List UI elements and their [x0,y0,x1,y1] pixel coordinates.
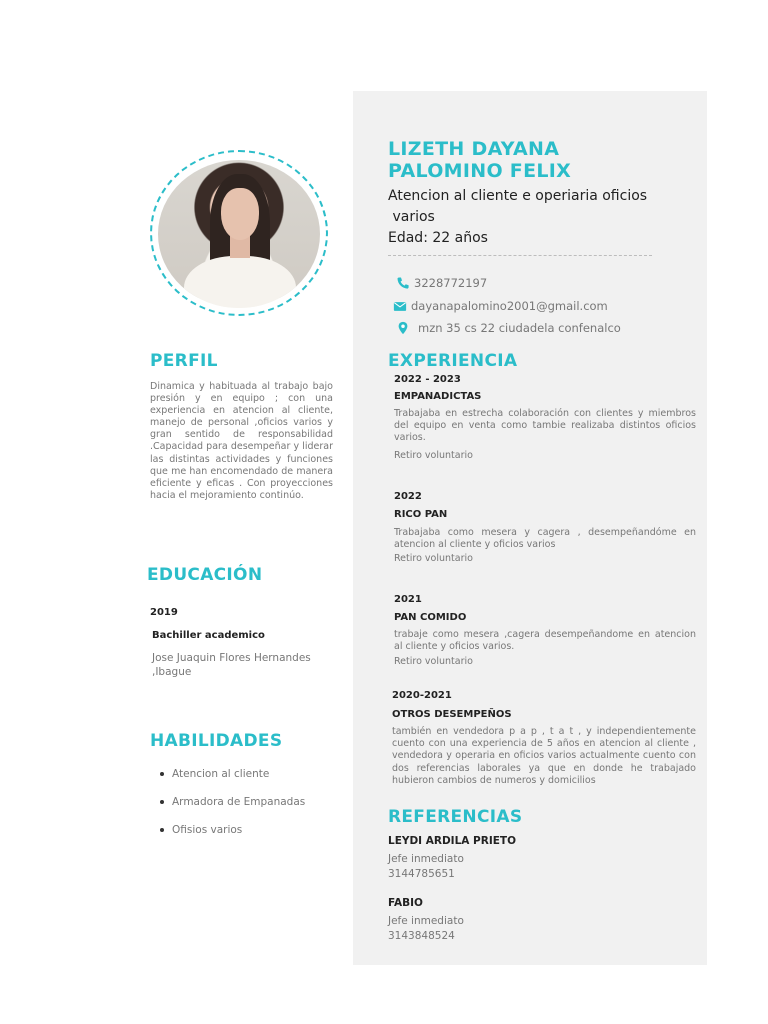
candidate-role [388,186,688,228]
education-school-line2: ,Ibague [152,666,192,678]
skill-item [158,824,305,852]
perfil-title: PERFIL [150,351,218,371]
education-year: 2019 [150,607,178,618]
reference-name: LEYDI ARDILA PRIETO [388,835,516,847]
phone-text: 3228772197 [414,276,488,290]
bullet-icon [160,828,164,832]
reference-name: FABIO [388,897,423,909]
bullet-icon [160,772,164,776]
reference-phone: 3144785651 [388,868,455,880]
education-school [152,651,322,679]
skills-title: HABILIDADES [150,731,283,751]
bullet-icon [160,800,164,804]
experience-description: Trabajaba en estrecha colaboración con clientes y miembros del equipo en venta como tambie realizaba distintos oficios varios. [394,408,696,444]
experience-years: 2021 [394,594,422,605]
experience-years: 2020-2021 [392,690,452,701]
reference-role: Jefe inmediato [388,853,464,865]
experience-description: trabaje como mesera ,cagera desempeñandome en atencion al cliente y oficios varios. [394,629,696,653]
phone-icon [396,276,410,290]
skill-item [158,796,305,824]
candidate-name [388,138,571,182]
photo-shirt [184,256,296,308]
experience-exit: Retiro voluntario [394,450,473,461]
photo-face [221,188,259,240]
header-divider [388,255,652,256]
education-school-line1: Jose Juaquin Flores Hernandes [152,652,311,664]
perfil-text: Dinamica y habituada al trabajo bajo presión y en equipo ; con una experiencia en atencion al cliente, manejo de personal ,oficios varios y gran sentido de responsabilidad .Capacidad para desempeñar y liderar las distintas actividades y funciones que me han encomendado de manera eficiente y eficas . Con proyecciones hacia el mejoramiento continúo. [150,381,333,501]
experience-company: OTROS DESEMPEÑOS [392,709,512,720]
experience-years: 2022 [394,491,422,502]
name-line2: PALOMINO FELIX [388,160,572,182]
candidate-age: Edad: 22 años [388,230,488,246]
experience-title: EXPERIENCIA [388,351,518,371]
skill-label: Atencion al cliente [172,768,270,780]
address-text: mzn 35 cs 22 ciudadela confenalco [418,321,621,335]
location-pin-icon [396,321,410,335]
skill-item [158,768,305,796]
skill-label: Ofisios varios [172,824,243,836]
education-title: EDUCACIÓN [147,565,263,585]
reference-role: Jefe inmediato [388,915,464,927]
education-degree: Bachiller academico [152,630,265,641]
experience-years: 2022 - 2023 [394,374,461,385]
name-line1: LIZETH DAYANA [388,138,560,160]
skills-list [158,768,305,852]
experience-exit: Retiro voluntario [394,656,473,667]
experience-company: RICO PAN [394,509,448,520]
experience-description: Trabajaba como mesera y cagera , desempeñandóme en atencion al cliente y oficios varios [394,527,696,551]
contact-phone [396,276,487,290]
skill-label: Armadora de Empanadas [172,796,306,808]
role-line1: Atencion al cliente e operiaria oficios [388,188,648,204]
experience-company: EMPANADICTAS [394,391,482,402]
experience-description: también en vendedora p a p , t a t , y independientemente cuento con una experiencia de 5 años en atencion al cliente , vendedora y operaria en oficios varios actualmente cuento con dos referencias laborales ya que en donde he trabajado hubieron cambios de numeros y domicilios [392,726,696,786]
mail-icon [393,299,407,313]
reference-phone: 3143848524 [388,930,455,942]
contact-address [396,321,621,335]
role-line2: varios [388,209,435,225]
experience-company: PAN COMIDO [394,612,467,623]
profile-photo [158,160,320,308]
experience-exit: Retiro voluntario [394,553,473,564]
contact-email [393,299,608,313]
references-title: REFERENCIAS [388,807,523,827]
email-text: dayanapalomino2001@gmail.com [411,299,608,313]
